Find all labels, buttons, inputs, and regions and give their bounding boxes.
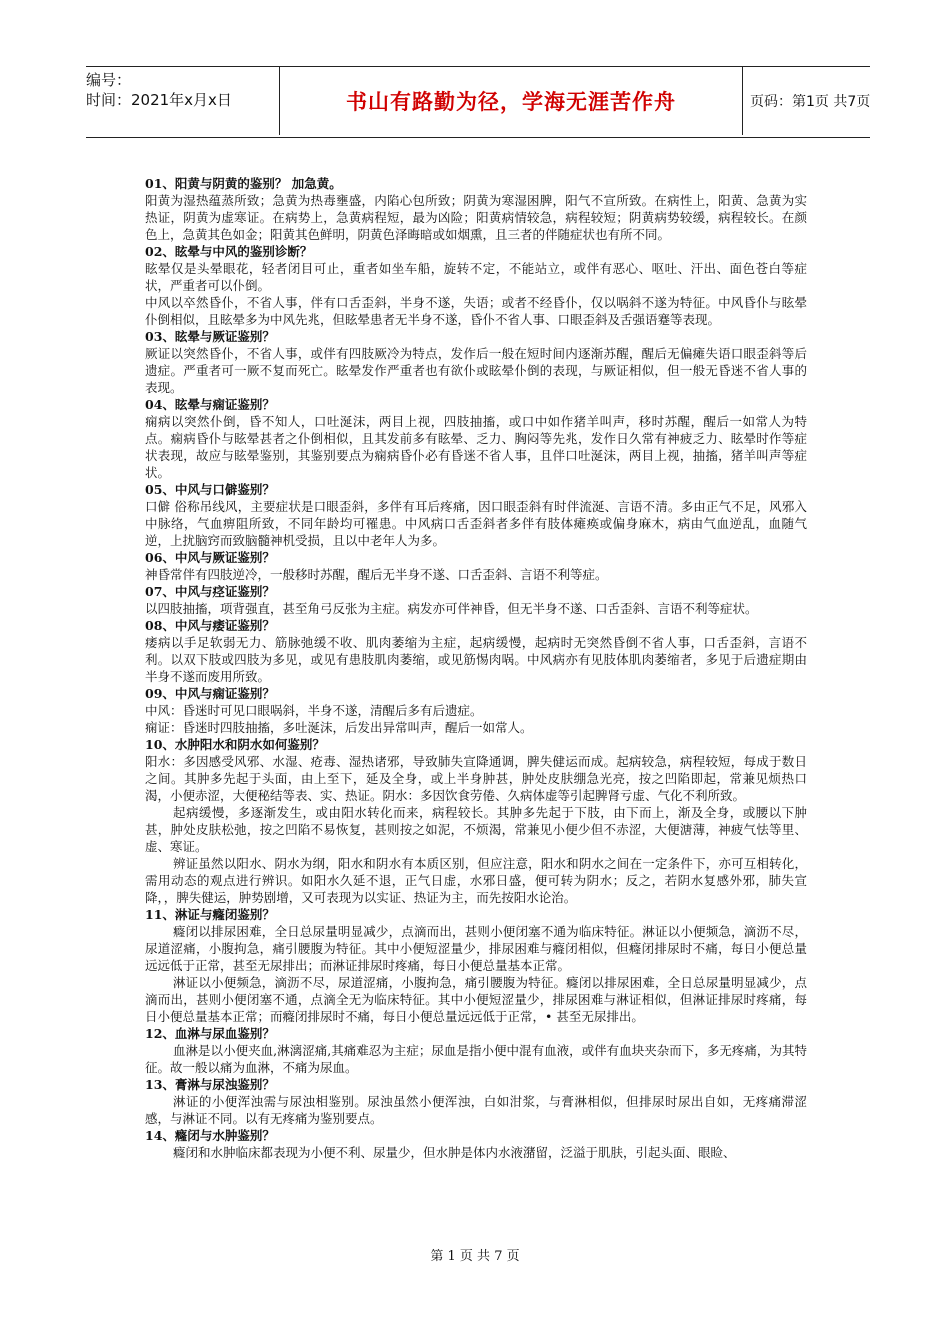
answer-paragraph: 眩晕仅是头晕眼花，轻者闭目可止，重者如坐车船，旋转不定，不能站立，或伴有恶心、呕吐、汗出、面色苍白等症状，严重者可以仆倒。	[145, 261, 807, 293]
qa-section	[145, 481, 807, 549]
qa-section	[145, 906, 807, 1025]
answer-paragraph: 痫证：昏迷时四肢抽搐，多吐涎沫，后发出异常叫声，醒后一如常人。	[145, 720, 533, 735]
question-heading: 08、中风与痿证鉴别？	[145, 618, 275, 633]
question-heading: 05、中风与口僻鉴别？	[145, 482, 275, 497]
qa-section	[145, 617, 807, 685]
question-heading: 04、眩晕与痫证鉴别？	[145, 397, 275, 412]
answer-paragraph: 痿病以手足软弱无力、筋脉弛缓不收、肌肉萎缩为主症，起病缓慢，起病时无突然昏倒不省人事，口舌歪斜，言语不利。以双下肢或四肢为多见，或见有患肢肌肉萎缩，或见筋惕肉㖞。中风病亦有见肢体肌肉萎缩者，多见于后遗症期由半身不遂而废用所致。	[145, 635, 807, 684]
question-heading: 03、眩晕与厥证鉴别？	[145, 329, 275, 344]
qa-section	[145, 1025, 807, 1076]
answer-paragraph: 中风：昏迷时可见口眼㖞斜，半身不遂，清醒后多有后遗症。	[145, 703, 483, 718]
answer-paragraph: 以四肢抽搐，项背强直，甚至角弓反张为主症。病发亦可伴神昏，但无半身不遂、口舌歪斜、言语不利等症状。	[145, 601, 758, 616]
question-heading: 10、水肿阳水和阴水如何鉴别？	[145, 737, 325, 752]
question-heading: 07、中风与痉证鉴别？	[145, 584, 275, 599]
header-page-number: 页码：第1页 共7页	[750, 94, 871, 110]
answer-paragraph: 神昏常伴有四肢逆冷，一般移时苏醒，醒后无半身不遂、口舌歪斜、言语不利等症。	[145, 567, 608, 582]
qa-section	[145, 549, 807, 583]
page-footer: 第 1 页 共 7 页	[430, 1249, 520, 1264]
qa-section	[145, 1076, 807, 1127]
answer-paragraph: 起病缓慢，多逐渐发生，或由阳水转化而来，病程较长。其肿多先起于下肢，由下而上，渐及全身，或腰以下肿甚，肿处皮肤松弛，按之凹陷不易恢复，甚则按之如泥，不烦渴，常兼见小便少但不赤涩，大便溏薄，神疲气怯等里、虚、寒证。	[145, 805, 807, 854]
question-heading: 06、中风与厥证鉴别？	[145, 550, 275, 565]
answer-paragraph: 癃闭和水肿临床都表现为小便不利、尿量少，但水肿是体内水液潴留，泛溢于肌肤，引起头面、眼睑、	[173, 1145, 736, 1160]
answer-paragraph: 厥证以突然昏仆，不省人事，或伴有四肢厥冷为特点，发作后一般在短时间内逐渐苏醒，醒后无偏瘫失语口眼歪斜等后遗症。严重者可一厥不复而死亡。眩晕发作严重者也有欲仆或眩晕仆倒的表现，与厥证相似，但一般无昏迷不省人事的表现。	[145, 346, 807, 395]
question-heading: 01、阳黄与阴黄的鉴别？ 加急黄。	[145, 176, 342, 191]
qa-section	[145, 583, 807, 617]
answer-paragraph: 辨证虽然以阳水、阴水为纲，阳水和阴水有本质区别，但应注意，阳水和阴水之间在一定条件下，亦可互相转化，需用动态的观点进行辨识。如阳水久延不退，正气日虚，水邪日盛，便可转为阴水；反之，若阴水复感外邪，肺失宣降，，脾失健运，肿势剧增，又可表现为以实证、热证为主，而先按阳水论治。	[145, 856, 807, 905]
answer-paragraph: 血淋是以小便夹血,淋漓涩痛,其痛难忍为主症；尿血是指小便中混有血液，或伴有血块夹杂而下，多无疼痛，为其特征。故一般以痛为血淋，不痛为尿血。	[145, 1043, 807, 1075]
document-date: 时间：2021年x月x日	[86, 91, 232, 109]
question-heading: 02、眩晕与中风的鉴别诊断？	[145, 244, 313, 259]
question-heading: 11、淋证与癃闭鉴别？	[145, 907, 275, 922]
question-heading: 09、中风与痫证鉴别？	[145, 686, 275, 701]
page-header	[86, 66, 870, 138]
question-heading: 14、癃闭与水肿鉴别？	[145, 1128, 275, 1143]
qa-section	[145, 175, 807, 243]
answer-paragraph: 癃闭以排尿困难，全日总尿量明显减少，点滴而出，甚则小便闭塞不通为临床特征。淋证以小便频急，滴沥不尽，尿道涩痛，小腹拘急，痛引腰腹为特征。其中小便短涩量少，排尿困难与癃闭相似，但癃闭排尿时不痛，每日小便总量远远低于正常，甚至无尿排出；而淋证排尿时疼痛，每日小便总量基本正常。	[145, 924, 807, 973]
answer-paragraph: 中风以卒然昏仆，不省人事，伴有口舌歪斜，半身不遂，失语；或者不经昏仆，仅以㖞斜不遂为特征。中风昏仆与眩晕仆倒相似，且眩晕多为中风先兆，但眩晕患者无半身不遂，昏仆不省人事、口眼歪斜及舌强语蹇等表现。	[145, 295, 807, 327]
answer-paragraph: 口僻 俗称吊线风，主要症状是口眼歪斜，多伴有耳后疼痛，因口眼歪斜有时伴流涎、言语不清。多由正气不足，风邪入中脉络，气血痹阻所致，不同年龄均可罹患。中风病口舌歪斜者多伴有肢体瘫痪或偏身麻木，病由气血逆乱，血随气逆，上扰脑窍而致脑髓神机受损，且以中老年人为多。	[145, 499, 807, 548]
answer-paragraph: 淋证以小便频急，滴沥不尽，尿道涩痛，小腹拘急，痛引腰腹为特征。癃闭以排尿困难，全日总尿量明显减少，点滴而出，甚则小便闭塞不通，点滴全无为临床特征。其中小便短涩量少，排尿困难与淋证相似，但淋证排尿时疼痛，每日小便总量基本正常；而癃闭排尿时不痛，每日小便总量远远低于正常，• 甚至无尿排出。	[145, 975, 807, 1024]
answer-paragraph: 阳水：多因感受风邪、水湿、疮毒、湿热诸邪，导致肺失宣降通调，脾失健运而成。起病较急，病程较短，每成于数日之间。其肿多先起于头面，由上至下，延及全身，或上半身肿甚，肿处皮肤绷急光亮，按之凹陷即起，常兼见烦热口渴，小便赤涩，大便秘结等表、实、热证。阴水：多因饮食劳倦、久病体虚等引起脾肾亏虚、气化不利所致。	[145, 754, 807, 803]
question-heading: 13、膏淋与尿浊鉴别？	[145, 1077, 275, 1092]
answer-paragraph: 痫病以突然仆倒，昏不知人，口吐涎沫，两目上视，四肢抽搐，或口中如作猪羊叫声，移时苏醒，醒后一如常人为特点。痫病昏仆与眩晕甚者之仆倒相似，且其发前多有眩晕、乏力、胸闷等先兆，发作日久常有神疲乏力、眩晕时作等症状表现，故应与眩晕鉴别，其鉴别要点为痫病昏仆必有昏迷不省人事，且伴口吐涎沫，两目上视，抽搐，猪羊叫声等症状。	[145, 414, 807, 480]
header-motto: 书山有路勤为径，学海无涯苦作舟	[279, 67, 743, 135]
qa-section	[145, 396, 807, 481]
question-heading: 12、血淋与尿血鉴别？	[145, 1026, 275, 1041]
qa-section	[145, 685, 807, 736]
answer-paragraph: 淋证的小便浑浊需与尿浊相鉴别。尿浊虽然小便浑浊，白如泔浆，与膏淋相似，但排尿时尿出自如，无疼痛滞涩感，与淋证不同。以有无疼痛为鉴别要点。	[145, 1094, 807, 1126]
answer-paragraph: 阳黄为湿热蕴蒸所致；急黄为热毒壅盛，内陷心包所致；阴黄为寒湿困脾，阳气不宣所致。在病性上，阳黄、急黄为实热证，阴黄为虚寒证。在病势上，急黄病程短，最为凶险；阳黄病情较急，病程较短；阴黄病势较缓，病程较长。在颜色上，急黄其色如金；阳黄其色鲜明，阴黄色泽晦暗或如烟熏，且三者的伴随症状也有所不同。	[145, 193, 807, 242]
header-meta	[86, 70, 279, 134]
document-body	[145, 175, 807, 1161]
qa-section	[145, 1127, 807, 1161]
qa-section	[145, 328, 807, 396]
qa-section	[145, 243, 807, 328]
document-number: 编号：	[86, 71, 132, 89]
qa-section	[145, 736, 807, 906]
